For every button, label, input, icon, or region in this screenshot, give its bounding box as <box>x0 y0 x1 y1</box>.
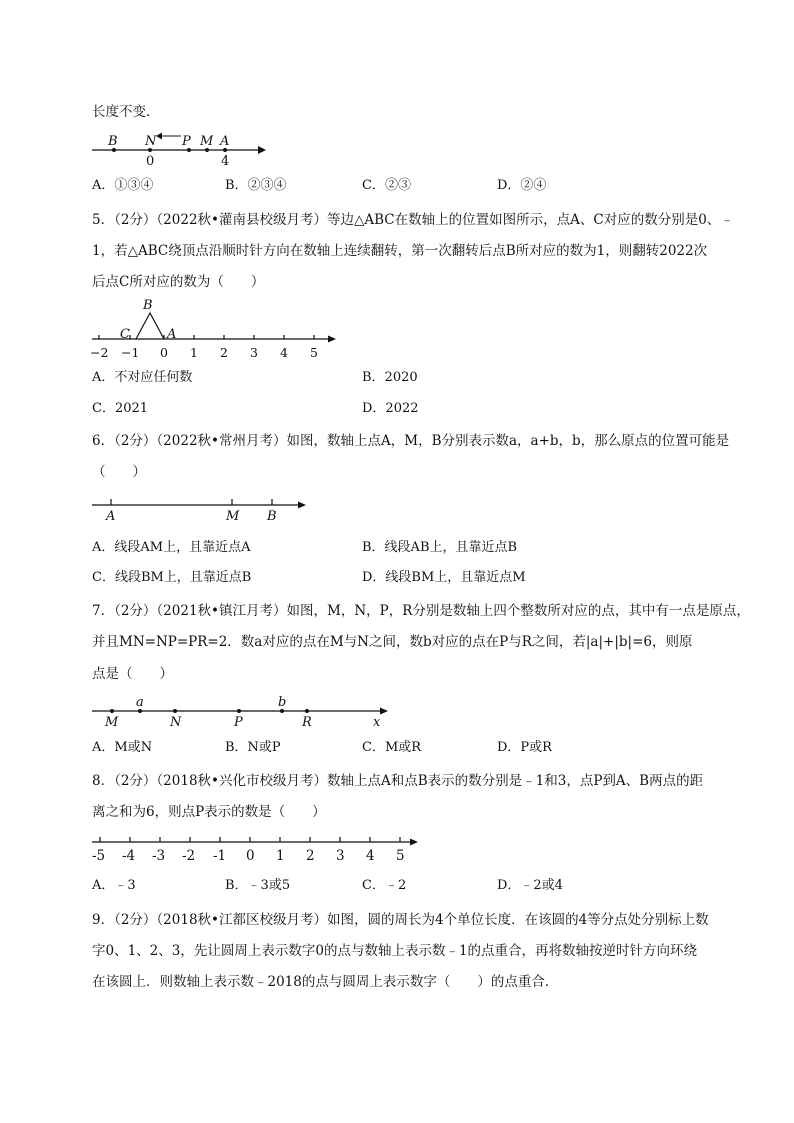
q4-label-b: B <box>108 134 118 149</box>
q7-option-b[interactable]: B．N或P <box>225 740 281 755</box>
q6-option-a[interactable]: A．线段AM上，且靠近点A <box>92 540 251 555</box>
q5-label-c: C <box>120 327 130 342</box>
q6-label-b: B <box>267 509 277 524</box>
q9-stem-line-2: 字0、1、2、3，先让圆周上表示数字0的点与数轴上表示数﹣1的点重合，再将数轴按逆时针方向环绕 <box>92 943 698 959</box>
q6-label-m: M <box>226 509 240 524</box>
q7-stem-line-1: 7．（2分）（2021秋•镇江月考）如图，M，N，P，R分别是数轴上四个整数所对应的点，其中有一点是原点， <box>92 603 750 619</box>
svg-text:−1: −1 <box>121 345 140 360</box>
q8-stem-line-1: 8．（2分）（2018秋•兴化市校级月考）数轴上点A和点B表示的数分别是﹣1和3，点P到A、B两点的距 <box>92 773 704 789</box>
q6-stem-line-2: （ ） <box>92 464 146 480</box>
q7-option-a[interactable]: A．M或N <box>92 740 153 755</box>
svg-text:3: 3 <box>250 345 258 360</box>
svg-text:0: 0 <box>246 848 255 864</box>
q7-label-r: R <box>302 715 312 730</box>
svg-text:-4: -4 <box>122 848 136 864</box>
q6-stem-line-1: 6．（2分）（2022秋•常州月考）如图，数轴上点A，M，B分别表示数a，a+b，b，那么原点的位置可能是 <box>92 433 730 449</box>
svg-text:-3: -3 <box>152 848 166 864</box>
q5-option-d[interactable]: D．2022 <box>362 401 419 416</box>
q7-option-d[interactable]: D．P或R <box>497 740 552 755</box>
q8-tick-labels <box>92 848 405 864</box>
svg-text:1: 1 <box>276 848 285 864</box>
q5-stem-line-2: 1，若△ABC绕顶点沿顺时针方向在数轴上连续翻转，第一次翻转后点B所对应的数为1，则翻转2022次 <box>92 243 708 259</box>
svg-text:1: 1 <box>190 345 198 360</box>
svg-text:-1: -1 <box>213 848 227 864</box>
q7-label-p: P <box>234 715 243 730</box>
q6-label-a: A <box>106 509 116 524</box>
q7-stem-line-2: 并且MN=NP=PR=2．数a对应的点在M与N之间，数b对应的点在P与R之间，若|a|+|b|=6，则原 <box>92 634 693 650</box>
q6-option-d[interactable]: D．线段BM上，且靠近点M <box>362 570 526 585</box>
q9-stem-line-1: 9．（2分）（2018秋•江都区校级月考）如图，圆的周长为4个单位长度．在该圆的4等分点处分别标上数 <box>92 912 709 928</box>
q7-stem-line-3: 点是（ ） <box>92 666 173 682</box>
q6-option-b[interactable]: B．线段AB上，且靠近点B <box>362 540 518 555</box>
q4-option-b[interactable]: B．②③④ <box>225 178 287 193</box>
q7-label-b: b <box>278 695 287 710</box>
q7-label-m: M <box>105 715 119 730</box>
q5-option-c[interactable]: C．2021 <box>92 401 149 416</box>
svg-text:3: 3 <box>336 848 345 864</box>
q8-option-a[interactable]: A．﹣3 <box>92 878 136 893</box>
q7-label-x: x <box>373 715 381 730</box>
q4-option-c[interactable]: C．②③ <box>362 178 411 193</box>
q8-option-c[interactable]: C．﹣2 <box>362 878 407 893</box>
q5-stem-line-3: 后点C所对应的数为（ ） <box>92 274 265 290</box>
svg-text:4: 4 <box>366 848 375 864</box>
q5-label-b: B <box>143 298 153 313</box>
q5-option-a[interactable]: A．不对应任何数 <box>92 370 193 385</box>
q4-tick-4: 4 <box>221 154 230 169</box>
svg-text:0: 0 <box>160 345 168 360</box>
q8-axis-arrow <box>410 839 418 846</box>
q5-stem-line-1: 5．（2分）（2022秋•灌南县校级月考）等边△ABC在数轴上的位置如图所示，点A、C对应的数分别是0、﹣ <box>92 212 734 228</box>
q4-tail-text: 长度不变． <box>92 104 160 120</box>
svg-text:-2: -2 <box>182 848 196 864</box>
q4-label-n: N <box>145 134 157 149</box>
q5-option-b[interactable]: B．2020 <box>362 370 418 385</box>
q5-label-a: A <box>167 327 177 342</box>
q4-label-m: M <box>200 134 214 149</box>
q7-option-c[interactable]: C．M或R <box>362 740 422 755</box>
q7-label-a: a <box>136 695 144 710</box>
q7-label-n: N <box>170 715 182 730</box>
svg-text:−2: −2 <box>90 345 109 360</box>
svg-text:5: 5 <box>396 848 405 864</box>
q9-stem-line-3: 在该圆上．则数轴上表示数﹣2018的点与圆周上表示数字（ ）的点重合． <box>92 974 559 990</box>
q4-option-a[interactable]: A．①③④ <box>92 178 154 193</box>
q6-option-c[interactable]: C．线段BM上，且靠近点B <box>92 570 252 585</box>
q8-ticks <box>100 837 400 842</box>
svg-text:5: 5 <box>310 345 318 360</box>
q4-label-a: A <box>220 134 230 149</box>
q8-option-d[interactable]: D．﹣2或4 <box>497 878 563 893</box>
q8-option-b[interactable]: B．﹣3或5 <box>225 878 291 893</box>
q4-tick-0: 0 <box>146 154 155 169</box>
svg-text:4: 4 <box>280 345 288 360</box>
svg-text:2: 2 <box>220 345 228 360</box>
q4-option-d[interactable]: D．②④ <box>497 178 547 193</box>
svg-text:2: 2 <box>306 848 315 864</box>
q4-label-p: P <box>182 134 191 149</box>
q8-stem-line-2: 离之和为6，则点P表示的数是（ ） <box>92 804 326 820</box>
svg-text:-5: -5 <box>92 848 106 864</box>
